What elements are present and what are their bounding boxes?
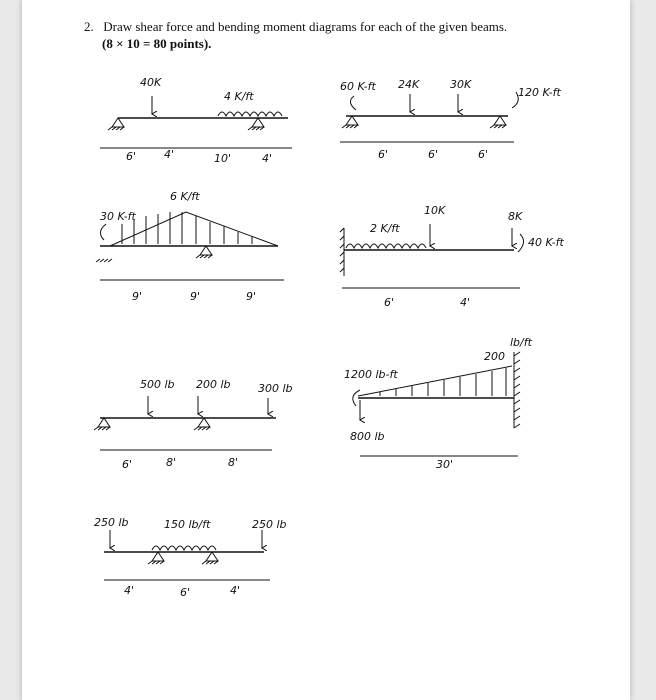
load-label: 120 K-ft xyxy=(518,86,561,99)
load-label: 10K xyxy=(424,204,446,217)
dimension-label: 6' xyxy=(478,148,489,161)
dimension-label: 4' xyxy=(230,584,241,597)
load-label: 250 lb xyxy=(252,518,287,531)
load-arrows xyxy=(380,368,506,396)
dimension-label: 6' xyxy=(384,296,395,309)
load-label: 40 K-ft xyxy=(528,236,564,249)
distributed-load xyxy=(152,546,216,550)
beam-1 xyxy=(100,76,292,165)
question-number: 2. xyxy=(84,19,94,34)
load-label: 1200 lb-ft xyxy=(344,368,398,381)
load-label: 8K xyxy=(508,210,523,223)
moment-arrow xyxy=(100,224,106,240)
dimension-label: 6' xyxy=(122,458,133,471)
dimension-label: 9' xyxy=(132,290,143,303)
dimension-label: 6' xyxy=(428,148,439,161)
distributed-load xyxy=(218,112,282,116)
load-label: 150 lb/ft xyxy=(164,518,211,531)
question-text: Draw shear force and bending moment diagrams for each of the given beams. xyxy=(103,19,508,34)
load-label: 500 lb xyxy=(140,378,175,391)
load-label: 60 K-ft xyxy=(340,80,376,93)
load-label: 30 K-ft xyxy=(100,210,136,223)
load-label: 30K xyxy=(450,78,472,91)
beam-3 xyxy=(96,190,284,303)
pin-support xyxy=(108,118,124,130)
moment-arrow xyxy=(518,234,524,252)
pin-support xyxy=(148,552,164,564)
load-label: 300 lb xyxy=(258,382,293,395)
beam-2 xyxy=(340,78,561,161)
dimension-label: 9' xyxy=(190,290,201,303)
load-label: lb/ft xyxy=(510,336,532,349)
dimension-label: 9' xyxy=(246,290,257,303)
moment-arrow xyxy=(350,96,356,110)
roller-support xyxy=(194,418,210,430)
load-label: 2 K/ft xyxy=(370,222,400,235)
dimension-label: 8' xyxy=(166,456,177,469)
distributed-load xyxy=(346,244,426,248)
dimension-label: 6' xyxy=(378,148,389,161)
dimension-label: 4' xyxy=(262,152,273,165)
fixed-support-hatch xyxy=(96,259,112,262)
load-label: 6 K/ft xyxy=(170,190,200,203)
roller-support xyxy=(490,116,506,128)
load-label: 4 K/ft xyxy=(224,90,254,103)
beam-5 xyxy=(94,378,293,471)
beam-4 xyxy=(340,204,564,309)
pin-support xyxy=(342,116,358,128)
beam-6 xyxy=(344,336,533,471)
dimension-label: 4' xyxy=(124,584,135,597)
dimension-label: 6' xyxy=(180,586,191,599)
dimension-label: 4' xyxy=(164,148,175,161)
dimension-label: 4' xyxy=(460,296,471,309)
load-label: 200 xyxy=(484,350,505,363)
roller-support xyxy=(196,246,212,258)
dimension-label: 8' xyxy=(228,456,239,469)
beam-7 xyxy=(94,516,287,599)
roller-support xyxy=(202,552,218,564)
load-label: 800 lb xyxy=(350,430,385,443)
question-points: (8 × 10 = 80 points). xyxy=(102,36,212,51)
dimension-label: 30' xyxy=(436,458,454,471)
load-label: 24K xyxy=(398,78,420,91)
load-label: 40K xyxy=(140,76,162,89)
load-label: 200 lb xyxy=(196,378,231,391)
dimension-label: 6' xyxy=(126,150,137,163)
roller-support xyxy=(248,118,264,130)
pin-support xyxy=(94,418,110,430)
dimension-label: 10' xyxy=(214,152,232,165)
load-arrows xyxy=(122,212,252,244)
load-label: 250 lb xyxy=(94,516,129,529)
